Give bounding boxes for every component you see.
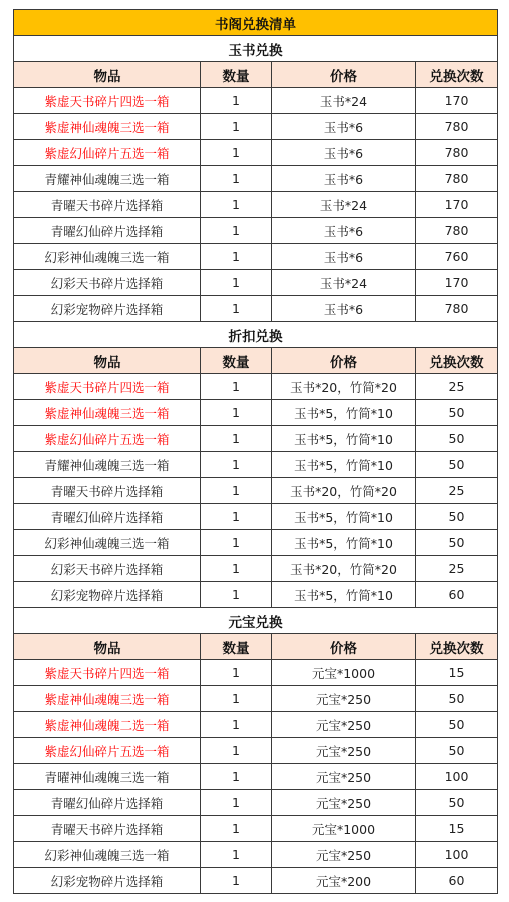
quantity-cell: 1 bbox=[201, 712, 272, 738]
quantity-cell: 1 bbox=[201, 764, 272, 790]
exchange-count-cell: 780 bbox=[416, 114, 498, 140]
price-cell: 元宝*250 bbox=[272, 686, 416, 712]
header-exchange-count: 兑换次数 bbox=[416, 348, 498, 374]
price-cell: 玉书*5，竹简*10 bbox=[272, 426, 416, 452]
column-header-row bbox=[14, 348, 498, 374]
item-name-cell: 紫虚天书碎片四选一箱 bbox=[14, 374, 201, 400]
exchange-count-cell: 780 bbox=[416, 218, 498, 244]
item-name-cell: 紫虚幻仙碎片五选一箱 bbox=[14, 738, 201, 764]
price-cell: 玉书*5，竹简*10 bbox=[272, 504, 416, 530]
table-title: 书阁兑换清单 bbox=[14, 10, 498, 36]
exchange-count-cell: 25 bbox=[416, 478, 498, 504]
exchange-count-cell: 15 bbox=[416, 660, 498, 686]
exchange-count-cell: 50 bbox=[416, 790, 498, 816]
table-title-row bbox=[14, 10, 498, 36]
item-name-cell: 青曜幻仙碎片选择箱 bbox=[14, 790, 201, 816]
quantity-cell: 1 bbox=[201, 530, 272, 556]
table-row bbox=[14, 270, 498, 296]
exchange-count-cell: 50 bbox=[416, 686, 498, 712]
table-row bbox=[14, 556, 498, 582]
item-name-cell: 紫虚神仙魂魄二选一箱 bbox=[14, 712, 201, 738]
table-row bbox=[14, 192, 498, 218]
table-row bbox=[14, 400, 498, 426]
price-cell: 玉书*5，竹简*10 bbox=[272, 452, 416, 478]
header-quantity: 数量 bbox=[201, 62, 272, 88]
header-item: 物品 bbox=[14, 348, 201, 374]
price-cell: 玉书*6 bbox=[272, 244, 416, 270]
exchange-count-cell: 170 bbox=[416, 88, 498, 114]
table-row bbox=[14, 374, 498, 400]
quantity-cell: 1 bbox=[201, 686, 272, 712]
exchange-count-cell: 780 bbox=[416, 140, 498, 166]
quantity-cell: 1 bbox=[201, 478, 272, 504]
table-row bbox=[14, 530, 498, 556]
table-row bbox=[14, 296, 498, 322]
table-row bbox=[14, 660, 498, 686]
quantity-cell: 1 bbox=[201, 296, 272, 322]
header-item: 物品 bbox=[14, 62, 201, 88]
exchange-count-cell: 780 bbox=[416, 296, 498, 322]
quantity-cell: 1 bbox=[201, 140, 272, 166]
header-item: 物品 bbox=[14, 634, 201, 660]
exchange-table bbox=[13, 9, 498, 894]
price-cell: 玉书*20，竹简*20 bbox=[272, 374, 416, 400]
section-title: 元宝兑换 bbox=[14, 608, 498, 634]
header-quantity: 数量 bbox=[201, 348, 272, 374]
item-name-cell: 幻彩宠物碎片选择箱 bbox=[14, 582, 201, 608]
quantity-cell: 1 bbox=[201, 114, 272, 140]
table-row bbox=[14, 764, 498, 790]
price-cell: 玉书*6 bbox=[272, 296, 416, 322]
price-cell: 元宝*250 bbox=[272, 842, 416, 868]
exchange-list-container bbox=[13, 9, 497, 894]
table-row bbox=[14, 114, 498, 140]
exchange-count-cell: 50 bbox=[416, 712, 498, 738]
item-name-cell: 青耀神仙魂魄三选一箱 bbox=[14, 166, 201, 192]
item-name-cell: 紫虚天书碎片四选一箱 bbox=[14, 88, 201, 114]
exchange-count-cell: 25 bbox=[416, 374, 498, 400]
section-title: 玉书兑换 bbox=[14, 36, 498, 62]
item-name-cell: 青曜幻仙碎片选择箱 bbox=[14, 504, 201, 530]
price-cell: 玉书*20，竹简*20 bbox=[272, 478, 416, 504]
table-row bbox=[14, 478, 498, 504]
table-row bbox=[14, 738, 498, 764]
table-row bbox=[14, 218, 498, 244]
quantity-cell: 1 bbox=[201, 88, 272, 114]
header-quantity: 数量 bbox=[201, 634, 272, 660]
section-title: 折扣兑换 bbox=[14, 322, 498, 348]
quantity-cell: 1 bbox=[201, 270, 272, 296]
item-name-cell: 幻彩天书碎片选择箱 bbox=[14, 556, 201, 582]
header-exchange-count: 兑换次数 bbox=[416, 62, 498, 88]
exchange-count-cell: 60 bbox=[416, 868, 498, 894]
header-price: 价格 bbox=[272, 62, 416, 88]
quantity-cell: 1 bbox=[201, 166, 272, 192]
header-exchange-count: 兑换次数 bbox=[416, 634, 498, 660]
item-name-cell: 紫虚神仙魂魄三选一箱 bbox=[14, 114, 201, 140]
price-cell: 玉书*6 bbox=[272, 114, 416, 140]
header-price: 价格 bbox=[272, 634, 416, 660]
table-row bbox=[14, 686, 498, 712]
exchange-count-cell: 15 bbox=[416, 816, 498, 842]
item-name-cell: 青曜天书碎片选择箱 bbox=[14, 192, 201, 218]
column-header-row bbox=[14, 634, 498, 660]
quantity-cell: 1 bbox=[201, 192, 272, 218]
exchange-count-cell: 50 bbox=[416, 530, 498, 556]
item-name-cell: 紫虚神仙魂魄三选一箱 bbox=[14, 400, 201, 426]
quantity-cell: 1 bbox=[201, 504, 272, 530]
quantity-cell: 1 bbox=[201, 400, 272, 426]
price-cell: 玉书*6 bbox=[272, 140, 416, 166]
quantity-cell: 1 bbox=[201, 842, 272, 868]
exchange-count-cell: 25 bbox=[416, 556, 498, 582]
exchange-count-cell: 50 bbox=[416, 504, 498, 530]
table-row bbox=[14, 790, 498, 816]
price-cell: 元宝*1000 bbox=[272, 660, 416, 686]
price-cell: 玉书*6 bbox=[272, 218, 416, 244]
table-row bbox=[14, 712, 498, 738]
quantity-cell: 1 bbox=[201, 426, 272, 452]
table-row bbox=[14, 504, 498, 530]
price-cell: 玉书*5，竹简*10 bbox=[272, 530, 416, 556]
item-name-cell: 幻彩宠物碎片选择箱 bbox=[14, 868, 201, 894]
exchange-count-cell: 50 bbox=[416, 400, 498, 426]
exchange-count-cell: 170 bbox=[416, 270, 498, 296]
item-name-cell: 青曜天书碎片选择箱 bbox=[14, 478, 201, 504]
table-row bbox=[14, 582, 498, 608]
price-cell: 玉书*5，竹简*10 bbox=[272, 400, 416, 426]
table-row bbox=[14, 868, 498, 894]
exchange-count-cell: 170 bbox=[416, 192, 498, 218]
quantity-cell: 1 bbox=[201, 790, 272, 816]
price-cell: 元宝*200 bbox=[272, 868, 416, 894]
table-row bbox=[14, 88, 498, 114]
table-row bbox=[14, 166, 498, 192]
quantity-cell: 1 bbox=[201, 582, 272, 608]
exchange-count-cell: 50 bbox=[416, 426, 498, 452]
item-name-cell: 紫虚神仙魂魄三选一箱 bbox=[14, 686, 201, 712]
item-name-cell: 紫虚幻仙碎片五选一箱 bbox=[14, 426, 201, 452]
price-cell: 元宝*250 bbox=[272, 764, 416, 790]
quantity-cell: 1 bbox=[201, 452, 272, 478]
header-price: 价格 bbox=[272, 348, 416, 374]
item-name-cell: 紫虚天书碎片四选一箱 bbox=[14, 660, 201, 686]
exchange-count-cell: 760 bbox=[416, 244, 498, 270]
item-name-cell: 紫虚幻仙碎片五选一箱 bbox=[14, 140, 201, 166]
quantity-cell: 1 bbox=[201, 244, 272, 270]
item-name-cell: 青曜幻仙碎片选择箱 bbox=[14, 218, 201, 244]
item-name-cell: 青耀神仙魂魄三选一箱 bbox=[14, 452, 201, 478]
quantity-cell: 1 bbox=[201, 556, 272, 582]
price-cell: 玉书*24 bbox=[272, 270, 416, 296]
price-cell: 玉书*6 bbox=[272, 166, 416, 192]
section-title-row bbox=[14, 322, 498, 348]
quantity-cell: 1 bbox=[201, 660, 272, 686]
item-name-cell: 幻彩神仙魂魄三选一箱 bbox=[14, 244, 201, 270]
section-title-row bbox=[14, 608, 498, 634]
item-name-cell: 幻彩神仙魂魄三选一箱 bbox=[14, 842, 201, 868]
table-row bbox=[14, 244, 498, 270]
exchange-count-cell: 100 bbox=[416, 764, 498, 790]
quantity-cell: 1 bbox=[201, 738, 272, 764]
quantity-cell: 1 bbox=[201, 218, 272, 244]
item-name-cell: 青曜神仙魂魄三选一箱 bbox=[14, 764, 201, 790]
section-title-row bbox=[14, 36, 498, 62]
exchange-count-cell: 780 bbox=[416, 166, 498, 192]
price-cell: 元宝*250 bbox=[272, 712, 416, 738]
item-name-cell: 青曜天书碎片选择箱 bbox=[14, 816, 201, 842]
exchange-count-cell: 100 bbox=[416, 842, 498, 868]
exchange-count-cell: 50 bbox=[416, 452, 498, 478]
price-cell: 玉书*24 bbox=[272, 192, 416, 218]
quantity-cell: 1 bbox=[201, 374, 272, 400]
column-header-row bbox=[14, 62, 498, 88]
price-cell: 元宝*1000 bbox=[272, 816, 416, 842]
price-cell: 玉书*5，竹简*10 bbox=[272, 582, 416, 608]
item-name-cell: 幻彩天书碎片选择箱 bbox=[14, 270, 201, 296]
price-cell: 玉书*24 bbox=[272, 88, 416, 114]
item-name-cell: 幻彩神仙魂魄三选一箱 bbox=[14, 530, 201, 556]
price-cell: 元宝*250 bbox=[272, 790, 416, 816]
exchange-count-cell: 50 bbox=[416, 738, 498, 764]
quantity-cell: 1 bbox=[201, 816, 272, 842]
item-name-cell: 幻彩宠物碎片选择箱 bbox=[14, 296, 201, 322]
table-row bbox=[14, 426, 498, 452]
price-cell: 元宝*250 bbox=[272, 738, 416, 764]
table-row bbox=[14, 452, 498, 478]
table-row bbox=[14, 816, 498, 842]
table-row bbox=[14, 842, 498, 868]
price-cell: 玉书*20，竹简*20 bbox=[272, 556, 416, 582]
table-row bbox=[14, 140, 498, 166]
exchange-count-cell: 60 bbox=[416, 582, 498, 608]
quantity-cell: 1 bbox=[201, 868, 272, 894]
